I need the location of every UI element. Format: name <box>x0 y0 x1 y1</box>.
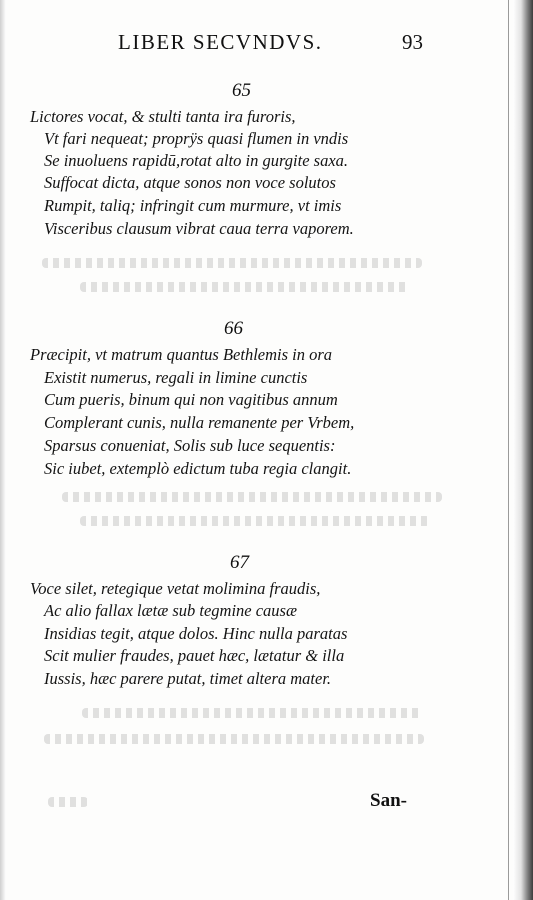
bleed-through-mark <box>80 516 430 526</box>
page-number: 93 <box>402 30 423 54</box>
verse-line: Lictores vocat, & stulti tanta ira furoris, <box>30 107 296 126</box>
verse-line: Cum pueris, binum qui non vagitibus annum <box>44 390 338 409</box>
verse-line: Sic iubet, extemplò edictum tuba regia clangit. <box>44 459 352 478</box>
verse-line: Existit numerus, regali in limine cunctis <box>44 368 308 387</box>
verse-line: Vt fari nequeat; proprÿs quasi flumen in vndis <box>44 129 349 148</box>
verse-line: Ac alio fallax lætæ sub tegmine causæ <box>44 601 297 620</box>
stanza-number: 65 <box>232 80 251 101</box>
verse-line: Voce silet, retegique vetat molimina fraudis, <box>30 579 321 598</box>
verse-line: Suffocat dicta, atque sonos non voce solutos <box>44 173 336 192</box>
running-title: LIBER SECVNDVS. <box>118 30 323 54</box>
bleed-through-mark <box>82 708 422 718</box>
verse-line: Rumpit, taliq; infringit cum murmure, vt imis <box>44 196 342 215</box>
stanza-number: 67 <box>230 552 249 573</box>
bleed-through-mark <box>62 492 442 502</box>
verse-line: Se inuoluens rapidū,rotat alto in gurgite saxa. <box>44 151 349 170</box>
verse-line: Scit mulier fraudes, pauet hæc, lætatur & illa <box>44 646 345 665</box>
bleed-through-mark <box>44 734 424 744</box>
bleed-through-mark <box>80 282 410 292</box>
page-left-edge <box>0 0 6 900</box>
verse-line: Iussis, hæc parere putat, timet altera mater. <box>44 669 332 688</box>
verse-line: Insidias tegit, atque dolos. Hinc nulla paratas <box>44 624 348 643</box>
verse-line: Sparsus conueniat, Solis sub luce sequentis: <box>44 436 336 455</box>
catchword: San- <box>370 790 407 811</box>
verse-line: Complerant cunis, nulla remanente per Vrbem, <box>44 413 355 432</box>
bleed-through-mark <box>42 258 422 268</box>
verse-line: Visceribus clausum vibrat caua terra vaporem. <box>44 219 354 238</box>
bleed-through-mark <box>48 797 88 807</box>
page-binding-shadow <box>513 0 533 900</box>
stanza-number: 66 <box>224 318 243 339</box>
page-edge-line <box>508 0 509 900</box>
verse-line: Præcipit, vt matrum quantus Bethlemis in ora <box>30 345 333 364</box>
